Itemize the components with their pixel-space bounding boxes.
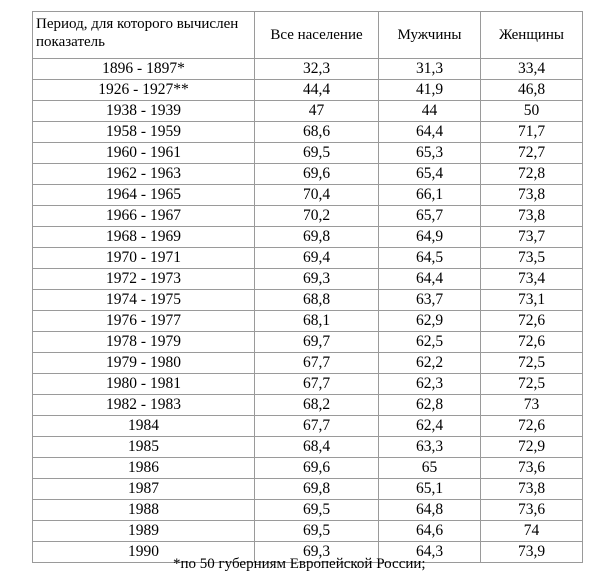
cell-women: 73,9 [481,542,583,563]
cell-all-population: 68,1 [255,311,379,332]
cell-all-population: 68,2 [255,395,379,416]
cell-women: 73,8 [481,185,583,206]
cell-all-population: 32,3 [255,59,379,80]
cell-women: 50 [481,101,583,122]
cell-men: 64,4 [379,122,481,143]
cell-all-population: 68,8 [255,290,379,311]
cell-all-population: 47 [255,101,379,122]
cell-women: 73,4 [481,269,583,290]
cell-all-population: 67,7 [255,353,379,374]
cell-women: 71,7 [481,122,583,143]
cell-men: 41,9 [379,80,481,101]
cell-all-population: 68,4 [255,437,379,458]
cell-period: 1988 [33,500,255,521]
cell-period: 1985 [33,437,255,458]
cell-women: 73,8 [481,479,583,500]
cell-women: 72,8 [481,164,583,185]
cell-all-population: 69,5 [255,500,379,521]
cell-men: 65,1 [379,479,481,500]
cell-men: 64,5 [379,248,481,269]
cell-women: 72,9 [481,437,583,458]
header-women: Женщины [481,12,583,59]
cell-period: 1962 - 1963 [33,164,255,185]
header-row [33,12,583,59]
cell-women: 46,8 [481,80,583,101]
table-row [33,479,583,500]
cell-period: 1958 - 1959 [33,122,255,143]
cell-all-population: 68,6 [255,122,379,143]
cell-period: 1979 - 1980 [33,353,255,374]
cell-women: 73,6 [481,458,583,479]
cell-women: 73,5 [481,248,583,269]
cell-period: 1974 - 1975 [33,290,255,311]
cell-period: 1964 - 1965 [33,185,255,206]
table-row [33,59,583,80]
life-expectancy-table [32,11,583,563]
cell-men: 63,3 [379,437,481,458]
cell-period: 1989 [33,521,255,542]
cell-all-population: 70,2 [255,206,379,227]
table-row [33,395,583,416]
table-row [33,311,583,332]
cell-men: 64,8 [379,500,481,521]
cell-men: 62,5 [379,332,481,353]
cell-men: 65,7 [379,206,481,227]
cell-women: 72,6 [481,416,583,437]
table-row [33,185,583,206]
header-period: Период, для которого вычислен показатель [33,12,255,59]
table-row [33,122,583,143]
table-row [33,437,583,458]
cell-women: 73 [481,395,583,416]
cell-period: 1986 [33,458,255,479]
cell-period: 1896 - 1897* [33,59,255,80]
cell-women: 73,1 [481,290,583,311]
cell-period: 1966 - 1967 [33,206,255,227]
cell-women: 33,4 [481,59,583,80]
cell-all-population: 69,6 [255,458,379,479]
table-row [33,248,583,269]
table-row [33,332,583,353]
cell-men: 62,3 [379,374,481,395]
cell-all-population: 69,3 [255,269,379,290]
cell-men: 62,9 [379,311,481,332]
cell-period: 1990 [33,542,255,563]
cell-all-population: 69,4 [255,248,379,269]
cell-all-population: 69,6 [255,164,379,185]
cell-period: 1938 - 1939 [33,101,255,122]
table-row [33,521,583,542]
cell-all-population: 69,3 [255,542,379,563]
cell-women: 72,6 [481,332,583,353]
cell-men: 65 [379,458,481,479]
cell-women: 73,6 [481,500,583,521]
cell-women: 73,8 [481,206,583,227]
cell-all-population: 69,7 [255,332,379,353]
cell-period: 1968 - 1969 [33,227,255,248]
cell-men: 31,3 [379,59,481,80]
cell-period: 1980 - 1981 [33,374,255,395]
cell-men: 62,4 [379,416,481,437]
cell-women: 72,5 [481,353,583,374]
table-row [33,164,583,185]
cell-period: 1987 [33,479,255,500]
cell-men: 62,8 [379,395,481,416]
table-row [33,227,583,248]
cell-period: 1982 - 1983 [33,395,255,416]
table-row [33,269,583,290]
table-row [33,101,583,122]
cell-period: 1960 - 1961 [33,143,255,164]
cell-all-population: 69,5 [255,143,379,164]
cell-all-population: 44,4 [255,80,379,101]
table-row [33,290,583,311]
cell-all-population: 67,7 [255,374,379,395]
cell-all-population: 69,5 [255,521,379,542]
table-row [33,353,583,374]
cell-men: 64,4 [379,269,481,290]
table-row [33,416,583,437]
cell-all-population: 69,8 [255,227,379,248]
cell-period: 1978 - 1979 [33,332,255,353]
footnote: *по 50 губерниям Европейской России; [173,556,426,572]
cell-women: 72,6 [481,311,583,332]
cell-period: 1926 - 1927** [33,80,255,101]
cell-all-population: 69,8 [255,479,379,500]
cell-women: 72,5 [481,374,583,395]
header-all-population: Все население [255,12,379,59]
cell-women: 74 [481,521,583,542]
table-row [33,206,583,227]
cell-period: 1970 - 1971 [33,248,255,269]
cell-men: 63,7 [379,290,481,311]
table-row [33,374,583,395]
table-row [33,80,583,101]
cell-men: 44 [379,101,481,122]
cell-men: 65,4 [379,164,481,185]
cell-all-population: 70,4 [255,185,379,206]
table-row [33,458,583,479]
cell-men: 64,3 [379,542,481,563]
header-men: Мужчины [379,12,481,59]
cell-period: 1984 [33,416,255,437]
cell-men: 66,1 [379,185,481,206]
cell-men: 65,3 [379,143,481,164]
cell-women: 72,7 [481,143,583,164]
cell-period: 1972 - 1973 [33,269,255,290]
cell-period: 1976 - 1977 [33,311,255,332]
cell-men: 64,9 [379,227,481,248]
table-row [33,143,583,164]
cell-men: 64,6 [379,521,481,542]
cell-men: 62,2 [379,353,481,374]
cell-all-population: 67,7 [255,416,379,437]
table-row [33,500,583,521]
cell-women: 73,7 [481,227,583,248]
table-body [33,59,583,563]
